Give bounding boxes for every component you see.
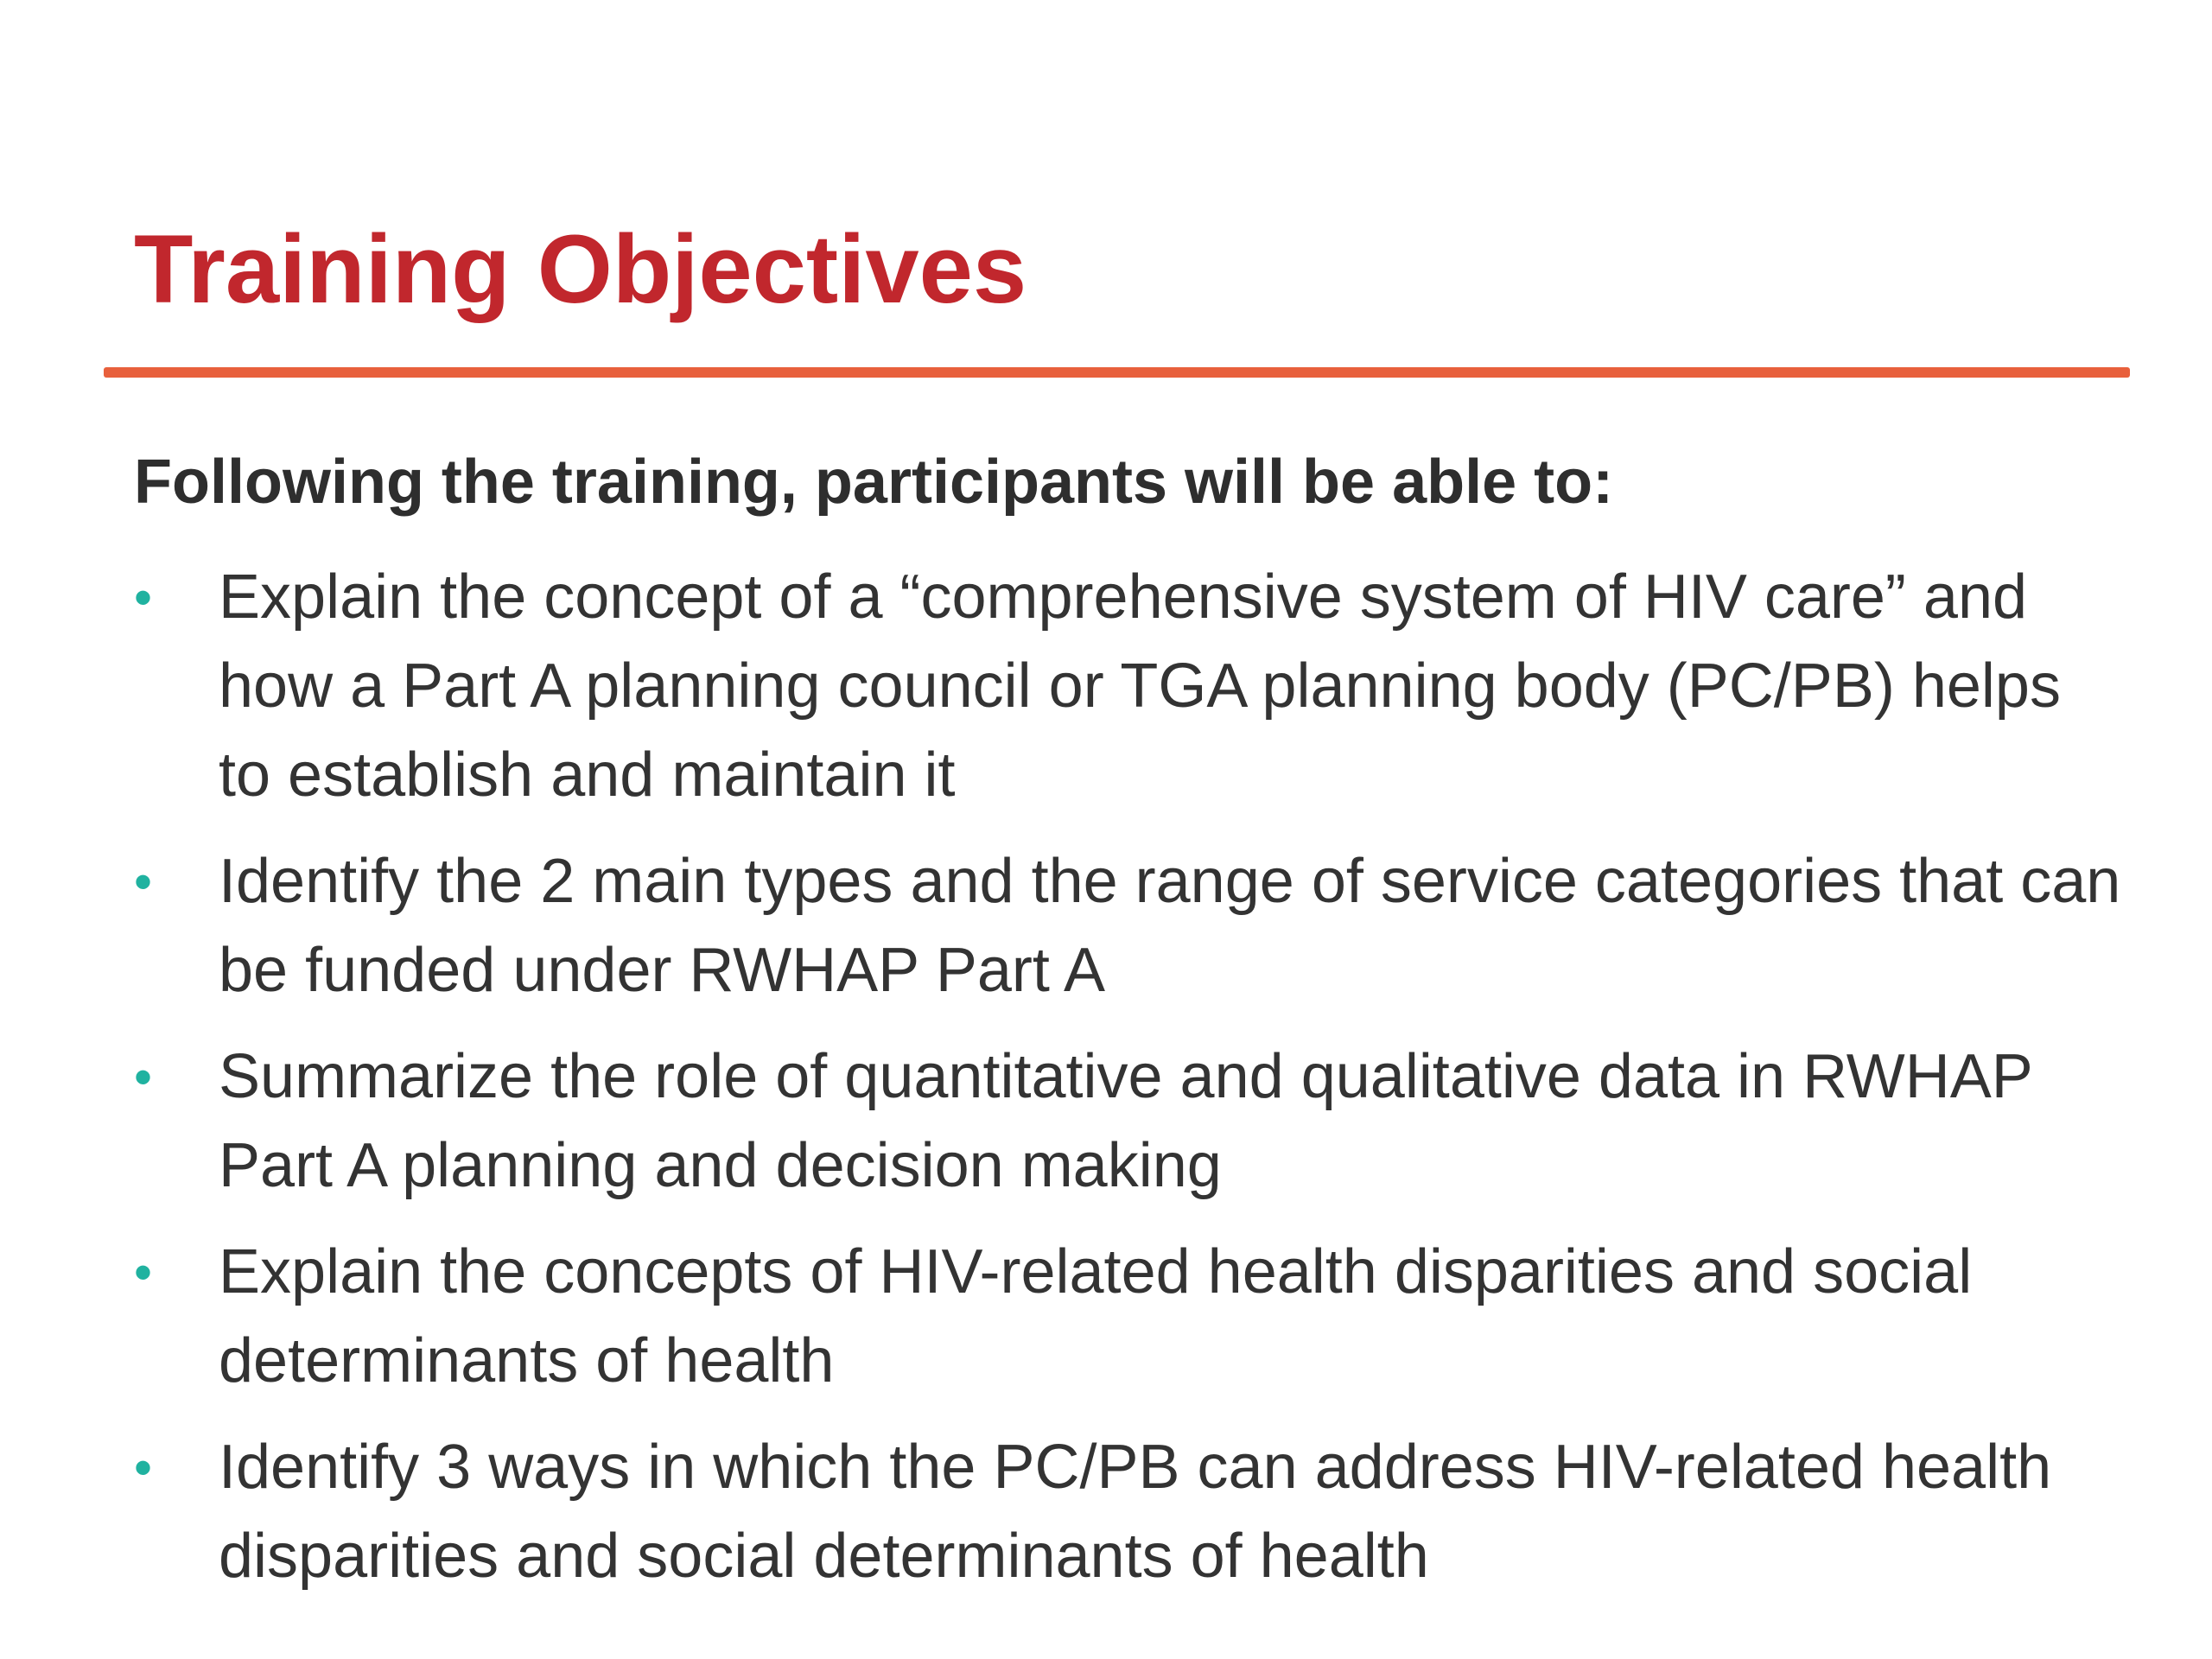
objective-item: [134, 1228, 2121, 1406]
intro-text: Following the training, participants will be able to:: [134, 448, 1614, 517]
bullet-icon: •: [134, 853, 153, 911]
objective-item: [134, 1423, 2121, 1601]
bullet-icon: •: [134, 569, 153, 626]
objective-text: Identify the 2 main types and the range of service categories that can be funded under RWHAP Part A: [219, 847, 2121, 1005]
objective-item: [134, 1033, 2121, 1211]
objective-item: [134, 553, 2121, 820]
bullet-icon: •: [134, 1439, 153, 1497]
objective-text: Summarize the role of quantitative and qualitative data in RWHAP Part A planning and decision making: [219, 1042, 2032, 1200]
bullet-icon: •: [134, 1048, 153, 1106]
bullet-icon: •: [134, 1243, 153, 1301]
objective-text: Identify 3 ways in which the PC/PB can address HIV-related health disparities and social determinants of health: [219, 1433, 2052, 1591]
objective-text: Explain the concepts of HIV-related health disparities and social determinants of health: [219, 1237, 1973, 1395]
objective-text: Explain the concept of a “comprehensive system of HIV care” and how a Part A planning council or TGA planning body (PC/PB) helps to establish and maintain it: [219, 563, 2061, 810]
title-underline: [104, 367, 2130, 378]
objectives-list: [134, 553, 2121, 1618]
slide-title: Training Objectives: [134, 215, 1027, 323]
objective-item: [134, 837, 2121, 1015]
